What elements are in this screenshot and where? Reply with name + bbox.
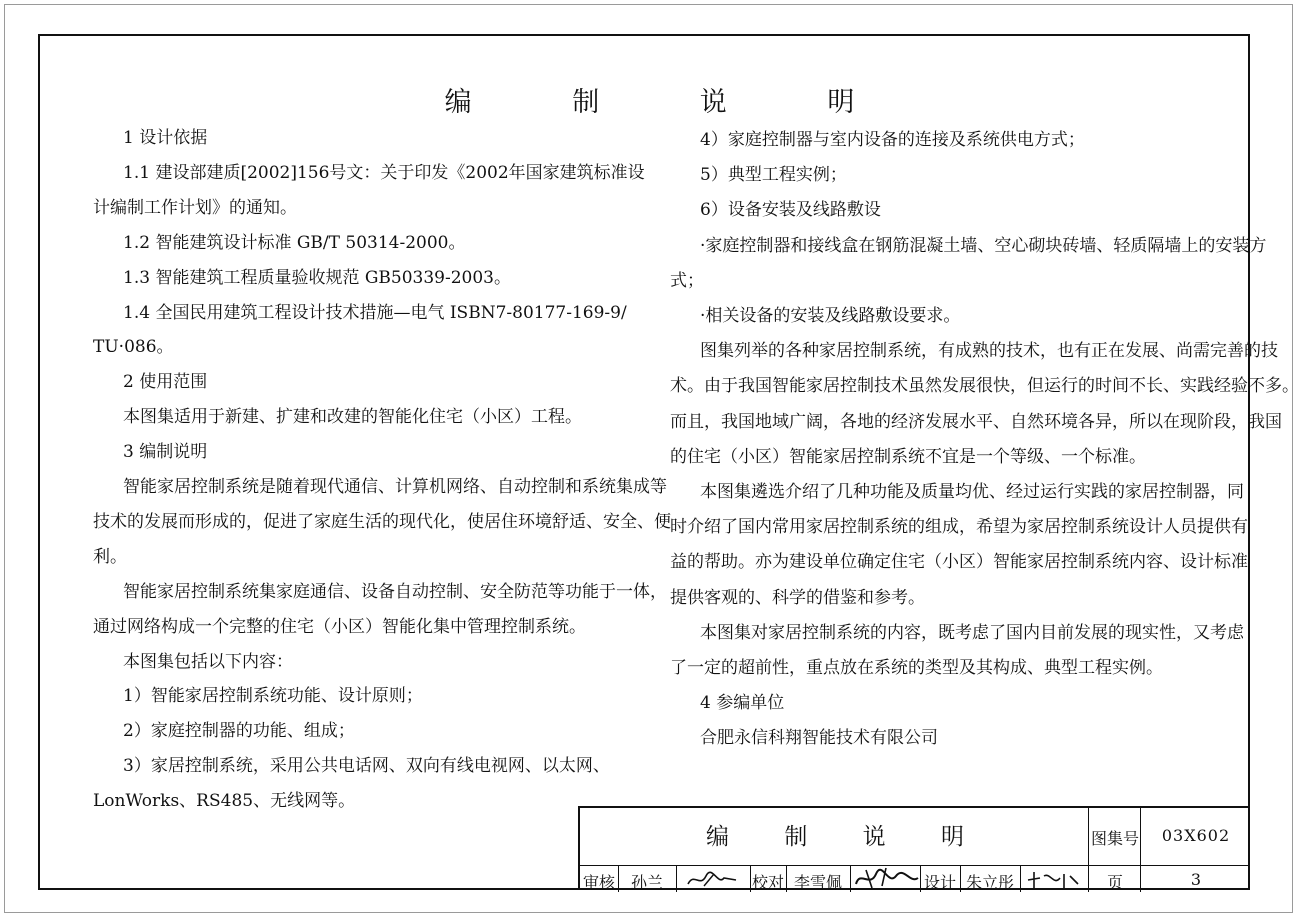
text-line: ·家庭控制器和接线盒在钢筋混凝土墙、空心砌块砖墙、轻质隔墙上的安装方 bbox=[700, 235, 1267, 256]
text-line: 1.4 全国民用建筑工程设计技术措施—电气 ISBN7-80177-169-9/ bbox=[123, 302, 627, 323]
text-line: LonWorks、RS485、无线网等。 bbox=[93, 791, 356, 812]
text-line: 计编制工作计划》的通知。 bbox=[93, 197, 297, 218]
text-line: 1 设计依据 bbox=[123, 128, 208, 148]
text-line: 而且，我国地域广阔，各地的经济发展水平、自然环境各异，所以在现阶段，我国 bbox=[670, 411, 1282, 432]
text-line: 智能家居控制系统集家庭通信、设备自动控制、安全防范等功能于一体， bbox=[123, 581, 667, 602]
page-number: 3 bbox=[1190, 870, 1202, 889]
text-line: 术。由于我国智能家居控制技术虽然发展很快，但运行的时间不长、实践经验不多。 bbox=[670, 376, 1299, 397]
text-line: 通过网络构成一个完整的住宅（小区）智能化集中管理控制系统。 bbox=[93, 616, 586, 637]
text-line: 1.3 智能建筑工程质量验收规范 GB50339-2003。 bbox=[123, 267, 512, 288]
text-line: 了一定的超前性，重点放在系统的类型及其构成、典型工程实例。 bbox=[670, 658, 1163, 678]
text-line: 图集列举的各种家居控制系统，有成熟的技术，也有正在发展、尚需完善的技 bbox=[700, 341, 1278, 362]
text-line: 2）家庭控制器的功能、组成； bbox=[123, 721, 355, 742]
text-line: 合肥永信科翔智能技术有限公司 bbox=[700, 728, 938, 749]
cell-divider bbox=[676, 865, 677, 892]
review-label: 审核 bbox=[582, 873, 615, 892]
text-line: 本图集遴选介绍了几种功能及质量均优、经过运行实践的家居控制器，同 bbox=[700, 482, 1244, 502]
text-line: 1.1 建设部建质[2002]156号文：关于印发《2002年国家建筑标准设 bbox=[123, 162, 645, 183]
cell-divider bbox=[1020, 865, 1021, 892]
text-line: 5）典型工程实例； bbox=[700, 165, 847, 186]
text-line: 1.2 智能建筑设计标准 GB/T 50314-2000。 bbox=[123, 232, 466, 253]
text-line: TU·086。 bbox=[93, 337, 174, 358]
page-title: 编 制 说 明 bbox=[444, 87, 901, 118]
text-line: ·相关设备的安装及线路敷设要求。 bbox=[700, 306, 961, 326]
designer-name: 朱立彤 bbox=[965, 873, 1014, 892]
title-block-title: 编 制 说 明 bbox=[706, 824, 988, 850]
cell-divider bbox=[850, 865, 851, 892]
checker-signature bbox=[852, 864, 922, 892]
text-line: 3）家居控制系统，采用公共电话网、双向有线电视网、以太网、 bbox=[123, 756, 610, 777]
page-label: 页 bbox=[1106, 873, 1123, 892]
text-line: 2 使用范围 bbox=[123, 372, 208, 393]
text-line: 1）智能家居控制系统功能、设计原则； bbox=[123, 686, 423, 707]
title-block bbox=[578, 806, 1250, 890]
designer-signature bbox=[1024, 868, 1084, 890]
reviewer-signature bbox=[684, 868, 742, 890]
reviewer-name: 孙兰 bbox=[630, 873, 663, 892]
text-line: 技术的发展而形成的，促进了家庭生活的现代化，使居住环境舒适、安全、便 bbox=[93, 511, 671, 532]
text-line: 的住宅（小区）智能家居控制系统不宜是一个等级、一个标准。 bbox=[670, 446, 1146, 467]
text-line: 本图集对家居控制系统的内容，既考虑了国内目前发展的现实性，又考虑 bbox=[700, 622, 1244, 643]
text-line: 益的帮助。亦为建设单位确定住宅（小区）智能家居控制系统内容、设计标准 bbox=[670, 552, 1248, 573]
text-line: 4 参编单位 bbox=[700, 693, 785, 714]
atlas-number-label: 图集号 bbox=[1090, 829, 1139, 848]
text-line: 智能家居控制系统是随着现代通信、计算机网络、自动控制和系统集成等 bbox=[123, 477, 667, 497]
text-line: 时介绍了国内常用家居控制系统的组成，希望为家居控制系统设计人员提供有 bbox=[670, 517, 1248, 538]
text-line: 3 编制说明 bbox=[123, 442, 208, 463]
text-line: 4）家庭控制器与室内设备的连接及系统供电方式； bbox=[700, 130, 1085, 150]
text-line: 本图集包括以下内容： bbox=[123, 651, 293, 672]
text-line: 6）设备安装及线路敷设 bbox=[700, 200, 881, 221]
atlas-number: 03X602 bbox=[1161, 826, 1231, 845]
design-label: 设计 bbox=[923, 873, 956, 892]
text-line: 提供客观的、科学的借鉴和参考。 bbox=[670, 587, 925, 608]
checker-name: 李雪佩 bbox=[793, 873, 842, 892]
text-line: 式； bbox=[670, 270, 704, 291]
text-line: 本图集适用于新建、扩建和改建的智能化住宅（小区）工程。 bbox=[123, 407, 582, 428]
check-label: 校对 bbox=[751, 873, 784, 892]
text-line: 利。 bbox=[93, 546, 127, 567]
title-block-vline bbox=[1140, 808, 1141, 892]
